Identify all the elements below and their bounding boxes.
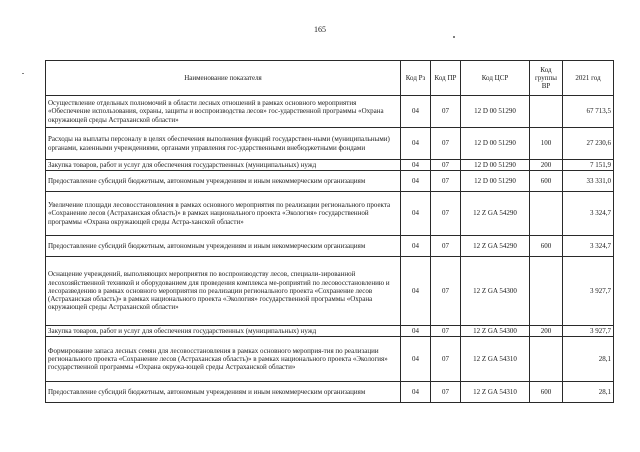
cell-rz: 04 xyxy=(401,337,431,382)
table-row xyxy=(46,96,614,128)
cell-pr: 07 xyxy=(431,160,461,171)
cell-csr: 12 D 00 51290 xyxy=(461,160,530,171)
cell-pr: 07 xyxy=(431,128,461,160)
cell-amount: 28,1 xyxy=(563,382,614,403)
cell-rz: 04 xyxy=(401,326,431,337)
cell-pr: 07 xyxy=(431,337,461,382)
header-vr: Код группы ВР xyxy=(530,61,563,96)
header-csr: Код ЦСР xyxy=(461,61,530,96)
cell-vr: 100 xyxy=(530,128,563,160)
cell-rz: 04 xyxy=(401,171,431,192)
cell-csr: 12 Z GA 54300 xyxy=(461,326,530,337)
cell-amount: 7 151,9 xyxy=(563,160,614,171)
table-row xyxy=(46,128,614,160)
cell-name: Оснащение учреждений, выполняющих мероприятия по воспроизводству лесов, специали-зированной лесохозяйственной техникой и оборудованием для проведения комплекса ме-роприятий по лесовосстановлению и лесоразведению в рамках основного мероприятия по реализации регионального проекта «Сохранение лесов (Астраханская область)» в рамках национального проекта «Экология» государственной программы «Охрана окружающей среды Астраханской области» xyxy=(46,257,401,326)
cell-pr: 07 xyxy=(431,236,461,257)
cell-vr: 200 xyxy=(530,326,563,337)
cell-pr: 07 xyxy=(431,171,461,192)
cell-pr: 07 xyxy=(431,96,461,128)
table-row xyxy=(46,160,614,171)
cell-amount: 3 927,7 xyxy=(563,326,614,337)
cell-csr: 12 D 00 51290 xyxy=(461,96,530,128)
cell-name: Осуществление отдельных полномочий в области лесных отношений в рамках основного мероприятия «Обеспечение использования, охраны, защиты и воспроизводства лесов» гос-ударственной программы «Охрана окружающей среды Астраханской области» xyxy=(46,96,401,128)
header-pr: Код ПР xyxy=(431,61,461,96)
scan-speck xyxy=(453,36,455,38)
cell-name: Предоставление субсидий бюджетным, автономным учреждениям и иным некоммерческим организациям xyxy=(46,382,401,403)
cell-csr: 12 Z GA 54290 xyxy=(461,236,530,257)
header-name: Наименование показателя xyxy=(46,61,401,96)
cell-name: Увеличение площади лесовосстановления в рамках основного мероприятия по реализации регионального проекта «Сохранение лесов (Астраханская область)» в рамках национального проекта «Экология» государственной программы «Охрана окружающей среды Астра-ханской области» xyxy=(46,192,401,236)
cell-amount: 3 927,7 xyxy=(563,257,614,326)
table-row xyxy=(46,382,614,403)
cell-vr xyxy=(530,192,563,236)
cell-name: Предоставление субсидий бюджетным, автономным учреждениям и иным некоммерческим организациям xyxy=(46,171,401,192)
cell-pr: 07 xyxy=(431,192,461,236)
header-rz: Код Рз xyxy=(401,61,431,96)
cell-csr: 12 Z GA 54310 xyxy=(461,337,530,382)
table-row xyxy=(46,257,614,326)
cell-pr: 07 xyxy=(431,326,461,337)
cell-rz: 04 xyxy=(401,192,431,236)
cell-vr xyxy=(530,257,563,326)
cell-vr: 200 xyxy=(530,160,563,171)
cell-rz: 04 xyxy=(401,128,431,160)
cell-name: Расходы на выплаты персоналу в целях обеспечения выполнения функций государствен-ными (муниципальными) органами, казенными учреждениями, органами управления гос-ударственными внебюджетными фондами xyxy=(46,128,401,160)
cell-amount: 28,1 xyxy=(563,337,614,382)
table-row xyxy=(46,236,614,257)
cell-name: Закупка товаров, работ и услуг для обеспечения государственных (муниципальных) нужд xyxy=(46,326,401,337)
cell-csr: 12 Z GA 54310 xyxy=(461,382,530,403)
cell-rz: 04 xyxy=(401,96,431,128)
budget-table xyxy=(45,60,614,403)
cell-vr: 600 xyxy=(530,236,563,257)
table-row xyxy=(46,326,614,337)
cell-pr: 07 xyxy=(431,257,461,326)
table-row xyxy=(46,171,614,192)
table-header-row xyxy=(46,61,614,96)
header-year: 2021 год xyxy=(563,61,614,96)
cell-csr: 12 Z GA 54290 xyxy=(461,192,530,236)
cell-vr xyxy=(530,96,563,128)
cell-vr: 600 xyxy=(530,382,563,403)
cell-csr: 12 Z GA 54300 xyxy=(461,257,530,326)
cell-amount: 27 230,6 xyxy=(563,128,614,160)
cell-name: Закупка товаров, работ и услуг для обеспечения государственных (муниципальных) нужд xyxy=(46,160,401,171)
cell-name: Формирование запаса лесных семян для лесовосстановления в рамках основного мероприя-тия по реализации регионального проекта «Сохранение лесов (Астраханская область)» в рамках национального проекта «Экология» государственной программы «Охрана окружа-ющей среды Астраханской области» xyxy=(46,337,401,382)
cell-rz: 04 xyxy=(401,160,431,171)
scan-speck xyxy=(22,73,24,74)
cell-amount: 33 331,0 xyxy=(563,171,614,192)
cell-name: Предоставление субсидий бюджетным, автономным учреждениям и иным некоммерческим организациям xyxy=(46,236,401,257)
cell-rz: 04 xyxy=(401,236,431,257)
cell-vr: 600 xyxy=(530,171,563,192)
cell-amount: 3 324,7 xyxy=(563,192,614,236)
cell-rz: 04 xyxy=(401,257,431,326)
cell-amount: 3 324,7 xyxy=(563,236,614,257)
cell-csr: 12 D 00 51290 xyxy=(461,171,530,192)
table-body xyxy=(46,96,614,403)
cell-amount: 67 713,5 xyxy=(563,96,614,128)
table-row xyxy=(46,337,614,382)
cell-csr: 12 D 00 51290 xyxy=(461,128,530,160)
cell-rz: 04 xyxy=(401,382,431,403)
table-row xyxy=(46,192,614,236)
cell-vr xyxy=(530,337,563,382)
page-number: 165 xyxy=(314,25,326,34)
cell-pr: 07 xyxy=(431,382,461,403)
